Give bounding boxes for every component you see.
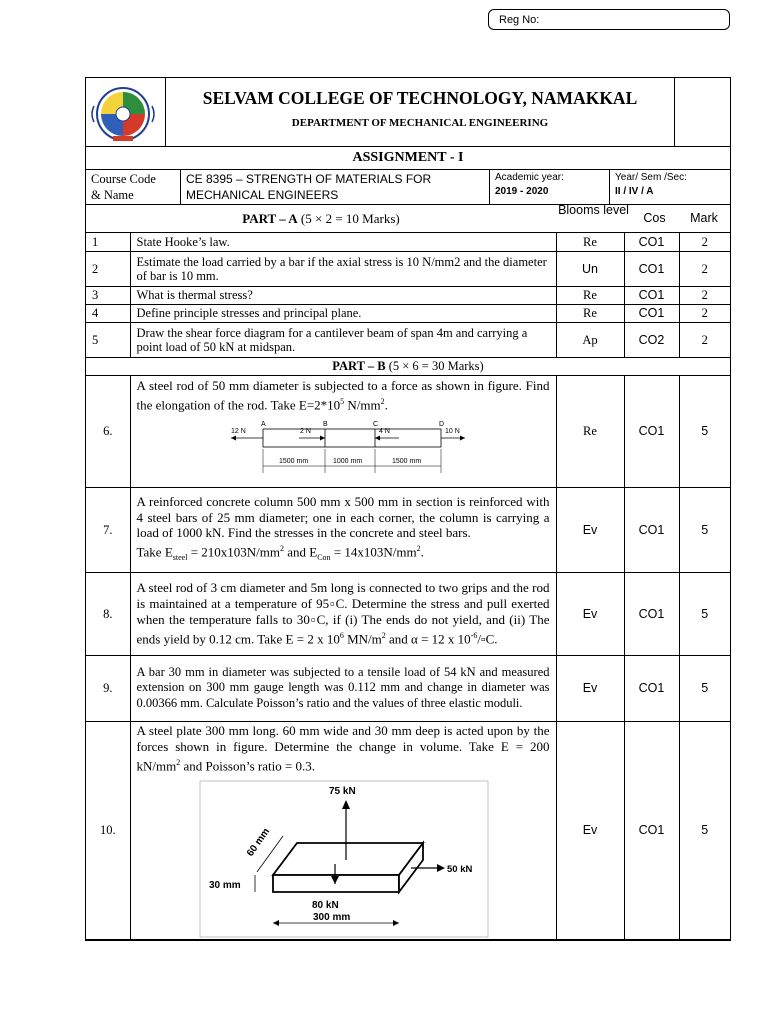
question-text: [137, 723, 550, 774]
q8-sup-a: 6: [339, 630, 344, 640]
question-text: Draw the shear force diagram for a cantilever beam of span 4m and carrying a point load of 50 kN at midspan.: [130, 322, 556, 357]
q7-take-d: = 14x103N/mm: [330, 543, 417, 559]
question-text: What is thermal stress?: [130, 286, 556, 304]
college-logo-emblem-icon: [86, 78, 166, 146]
table-row: [86, 304, 730, 322]
width-label: 60 mm: [244, 826, 272, 859]
q7-sub-c: Con: [317, 552, 331, 562]
question-text: Define principle stresses and principal plane.: [130, 304, 556, 322]
course-outcome: CO1: [624, 721, 679, 939]
marks: 2: [679, 286, 730, 304]
blooms-level: Re: [556, 375, 624, 487]
arrowhead-top: [342, 800, 350, 809]
q7-take-e: .: [420, 543, 424, 559]
blooms-level: Ev: [556, 655, 624, 721]
arrowhead-right: [437, 864, 445, 872]
marks: 5: [679, 375, 730, 487]
college-title-cell: [166, 78, 675, 146]
table-row: [86, 286, 730, 304]
rod-body: [263, 429, 441, 447]
question-number: 5: [86, 322, 130, 357]
question-number: 4: [86, 304, 130, 322]
q7-sub-a: steel: [172, 552, 188, 562]
plate-top-face: [273, 843, 423, 875]
q7-sup-d: 2: [416, 543, 421, 553]
arrowhead-a: [231, 435, 236, 440]
length-label: 300 mm: [312, 911, 350, 923]
q7-take-a: Take E: [136, 543, 173, 559]
length-label-cd: 1500 mm: [391, 457, 421, 465]
course-outcome: CO1: [624, 655, 679, 721]
table-row: [86, 251, 730, 286]
q6-sup-b: 2: [380, 396, 385, 406]
q8-sup-b: 2: [381, 630, 386, 640]
question-number: 2: [86, 251, 130, 286]
question-text: A bar 30 mm in diameter was subjected to a tensile load of 54 kN and measured extension on 300 mm gauge length was 0.112 mm and change in diameter was 0.00366 mm. Calculate Poisson’s ratio and the values of three elastic moduli.: [130, 655, 556, 721]
assignment-title: ASSIGNMENT - I: [86, 147, 730, 170]
q6-text-c: .: [384, 396, 388, 412]
q8-text-a: A steel rod of 3 cm diameter and 5m long is connected to two grips and the rod is maintained at a temperature of 95▫C. Determine the stress and pull exerted when the temperature falls to 30▫C, if (i) The ends do not yield, and (ii) The ends yield by 0.12 cm. Take E = 2 x 10: [136, 579, 550, 647]
blooms-level: Ev: [556, 572, 624, 655]
question-number: 6.: [86, 375, 130, 487]
course-outcome: CO1: [624, 251, 679, 286]
q6-text-b: N/mm: [344, 396, 381, 412]
question-number: 1: [86, 233, 130, 251]
question-number: 3: [86, 286, 130, 304]
arrowhead-b: [320, 435, 325, 440]
force-label-d: 10 N: [444, 427, 460, 435]
q8-text-c: and α = 12 x 10: [385, 631, 471, 647]
marks: 2: [679, 251, 730, 286]
academic-year: [490, 170, 610, 204]
top-force-label: 75 kN: [328, 785, 356, 797]
point-a-label: A: [260, 420, 266, 428]
table-row: [86, 487, 730, 572]
part-b-title-bold: PART – B: [332, 359, 386, 373]
question-number: 10.: [86, 721, 130, 939]
part-a-header: [86, 205, 730, 233]
department-name: DEPARTMENT OF MECHANICAL ENGINEERING: [291, 117, 549, 129]
marks: 2: [679, 304, 730, 322]
course-outcome: CO1: [624, 304, 679, 322]
course-name-line1: CE 8395 – STRENGTH OF MATERIALS FOR: [186, 172, 432, 186]
course-outcome: CO2: [624, 322, 679, 357]
blooms-level: Re: [556, 233, 624, 251]
course-outcome: CO1: [624, 487, 679, 572]
college-name: SELVAM COLLEGE OF TECHNOLOGY, NAMAKKAL: [202, 88, 638, 108]
steel-plate-figure: [199, 780, 489, 938]
point-c-label: C: [372, 420, 378, 428]
question-text: [130, 572, 556, 655]
college-logo: [86, 78, 166, 146]
arrowhead-d: [460, 435, 465, 440]
force-label-c: 4 N: [378, 427, 390, 435]
q10-sup-a: 2: [176, 757, 181, 767]
force-label-a: 12 N: [230, 427, 246, 435]
course-outcome: CO1: [624, 233, 679, 251]
q7-take-c: and E: [284, 543, 318, 559]
depth-label: 30 mm: [208, 879, 241, 891]
questions-table: [86, 233, 730, 940]
course-outcome: CO1: [624, 572, 679, 655]
college-header: [86, 78, 730, 147]
marks: 5: [679, 721, 730, 939]
blooms-level-header: Blooms level: [558, 203, 629, 217]
q8-text-d: /▫C.: [477, 631, 498, 647]
course-name: [181, 170, 490, 204]
marks: 2: [679, 233, 730, 251]
table-row: [86, 572, 730, 655]
blooms-level: Re: [556, 286, 624, 304]
table-row: [86, 233, 730, 251]
course-outcome: CO1: [624, 286, 679, 304]
academic-year-label: Academic year:: [495, 172, 564, 183]
q6-sup-a: 5: [340, 396, 345, 406]
year-sem-sec-value: II / IV / A: [615, 186, 654, 197]
reg-no-label: Reg No:: [499, 14, 540, 26]
part-a-title-marks: (5 × 2 = 10 Marks): [297, 211, 400, 226]
question-text: Estimate the load carried by a bar if the axial stress is 10 N/mm2 and the diameter of bar is 10 mm.: [130, 251, 556, 286]
part-b-title-marks: (5 × 6 = 30 Marks): [385, 359, 484, 373]
part-b-header-row: [86, 357, 730, 375]
question-text: State Hooke’s law.: [130, 233, 556, 251]
length-label-ab: 1500 mm: [278, 457, 308, 465]
q10-text-a: A steel plate 300 mm long. 60 mm wide and 30 mm deep is acted upon by the forces shown in figure. Determine the change in volume. Take E = 200 kN/mm: [136, 722, 550, 773]
course-label-line2: & Name: [91, 188, 134, 202]
table-row: [86, 721, 730, 939]
course-label: [86, 170, 181, 204]
cos-header: Cos: [643, 211, 666, 225]
question-number: 9.: [86, 655, 130, 721]
course-label-line1: Course Code: [91, 172, 156, 186]
question-text: [130, 487, 556, 572]
academic-year-value: 2019 - 2020: [495, 186, 549, 197]
blooms-level: Ev: [556, 487, 624, 572]
part-a-title: [86, 211, 556, 227]
question-number: 8.: [86, 572, 130, 655]
blooms-level: Re: [556, 304, 624, 322]
q7-sup-b: 2: [280, 543, 284, 553]
year-sem-sec: [610, 170, 730, 204]
blooms-level: Ap: [556, 322, 624, 357]
table-row: [86, 375, 730, 487]
bottom-force-label: 80 kN: [311, 899, 339, 911]
mark-header: Mark: [690, 211, 718, 225]
question-number: 7.: [86, 487, 130, 572]
right-force-label: 50 kN: [446, 863, 472, 875]
point-b-label: B: [322, 420, 328, 428]
point-d-label: D: [438, 420, 444, 428]
marks: 5: [679, 572, 730, 655]
q6-text-a: A steel rod of 50 mm diameter is subjected to a force as shown in figure. Find the elongation of the rod. Take E=2*10: [136, 377, 550, 412]
q10-text-b: and Poisson’s ratio = 0.3.: [180, 757, 316, 773]
q8-sup-c: -6: [470, 630, 478, 640]
table-row: [86, 655, 730, 721]
blooms-level: Ev: [556, 721, 624, 939]
marks: 5: [679, 487, 730, 572]
blooms-level: Un: [556, 251, 624, 286]
q7-text: A reinforced concrete column 500 mm x 500 mm in section is reinforced with 4 steel bars of 25 mm diameter; one in each corner, the column is carrying a load of 1000 kN. Find the stresses in the concrete and steel bars.: [136, 494, 550, 541]
question-cell: [130, 375, 556, 487]
course-name-line2: MECHANICAL ENGINEERS: [186, 188, 339, 202]
marks: 2: [679, 322, 730, 357]
force-label-b: 2 N: [299, 427, 311, 435]
question-cell: [130, 721, 556, 939]
table-row: [86, 322, 730, 357]
length-label-bc: 1000 mm: [332, 457, 362, 465]
reg-no-box: [488, 9, 730, 30]
q8-text-b: MN/m: [343, 631, 382, 647]
assignment-sheet: [85, 77, 731, 941]
course-outcome: CO1: [624, 375, 679, 487]
question-text: [137, 378, 550, 413]
year-sem-sec-label: Year/ Sem /Sec:: [615, 172, 687, 183]
q7-take-b: = 210x103N/mm: [187, 543, 280, 559]
stepped-rod-figure: [227, 417, 467, 479]
arrowhead-c: [375, 435, 380, 440]
marks: 5: [679, 655, 730, 721]
course-info-row: [86, 170, 730, 205]
part-b-title: [86, 357, 730, 375]
part-a-title-bold: PART – A: [242, 211, 298, 226]
